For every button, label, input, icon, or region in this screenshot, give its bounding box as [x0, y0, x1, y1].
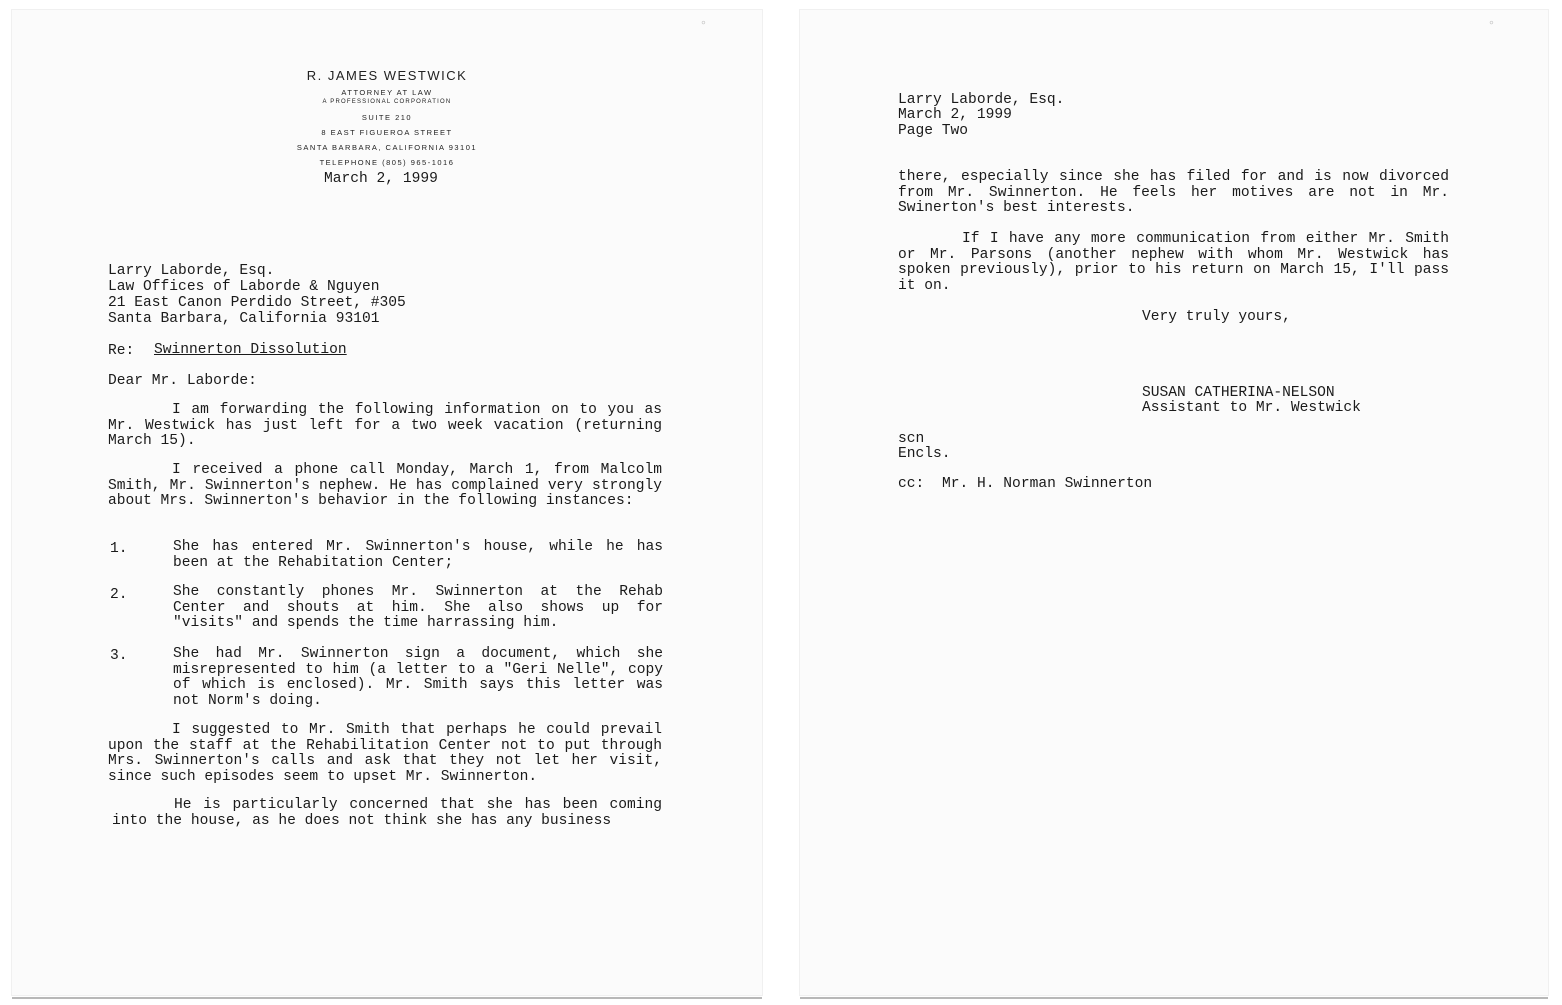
- paragraph: there, especially since she has filed for and is now divorced from Mr. Swinnerton. He feels her motives are not in Mr. Swinerton's best interests.: [898, 169, 1449, 217]
- address-line: Santa Barbara, California 93101: [108, 311, 380, 327]
- letterhead-street: 8 EAST FIGUEROA STREET: [321, 128, 453, 137]
- signer-title: Assistant to Mr. Westwick: [1142, 400, 1361, 416]
- letterhead-phone: TELEPHONE (805) 965-1016: [319, 158, 455, 167]
- header-line: Larry Laborde, Esq.: [898, 92, 1065, 108]
- list-item: She has entered Mr. Swinnerton's house, while he has been at the Rehabitation Center;: [173, 539, 663, 571]
- paragraph: I received a phone call Monday, March 1, from Malcolm Smith, Mr. Swinnerton's nephew. He has complained very strongly about Mrs. Swinnerton's behavior in the following instances:: [108, 462, 662, 510]
- address-line: Larry Laborde, Esq.: [108, 263, 275, 279]
- letter-page-one: [12, 10, 762, 995]
- header-line: March 2, 1999: [898, 107, 1012, 123]
- paragraph: I suggested to Mr. Smith that perhaps he could prevail upon the staff at the Rehabilitation Center not to put through Mrs. Swinnerton's calls and ask that they not let her visit, since such episodes seem to upset Mr. Swinnerton.: [108, 722, 662, 785]
- paper-speck: ∘: [1488, 16, 1495, 29]
- address-line: 21 East Canon Perdido Street, #305: [108, 295, 406, 311]
- signer-name: SUSAN CATHERINA-NELSON: [1142, 385, 1335, 401]
- typist-initials: scn: [898, 431, 925, 447]
- header-line: Page Two: [898, 123, 969, 139]
- re-subject: Swinnerton Dissolution: [154, 342, 347, 358]
- closing: Very truly yours,: [1142, 309, 1291, 325]
- re-label: Re:: [108, 343, 135, 359]
- paper-speck: ∘: [700, 16, 707, 29]
- list-number: 3.: [110, 648, 128, 664]
- address-line: Law Offices of Laborde & Nguyen: [108, 279, 380, 295]
- letterhead-city: SANTA BARBARA, CALIFORNIA 93101: [296, 143, 478, 152]
- letterhead-corporation: A PROFESSIONAL CORPORATION: [322, 99, 452, 105]
- salutation: Dear Mr. Laborde:: [108, 373, 257, 389]
- list-item: She had Mr. Swinnerton sign a document, which she misrepresented to him (a letter to a "Geri Nelle", copy of which is enclosed). Mr. Smith says this letter was not Norm's doing.: [173, 646, 663, 709]
- letterhead-name: R. JAMES WESTWICK: [306, 68, 468, 83]
- enclosures-note: Encls.: [898, 446, 951, 462]
- list-number: 2.: [110, 587, 128, 603]
- letter-page-two: [800, 10, 1548, 995]
- paragraph: I am forwarding the following information on to you as Mr. Westwick has just left for a two week vacation (returning March 15).: [108, 402, 662, 450]
- letter-date: March 2, 1999: [324, 171, 438, 187]
- list-item: She constantly phones Mr. Swinnerton at the Rehab Center and shouts at him. She also shows up for "visits" and spends the time harrassing him.: [173, 584, 663, 632]
- list-number: 1.: [110, 541, 128, 557]
- paragraph: If I have any more communication from either Mr. Smith or Mr. Parsons (another nephew with whom Mr. Westwick has spoken previously), prior to his return on March 15, I'll pass it on.: [898, 231, 1449, 294]
- paragraph: He is particularly concerned that she has been coming into the house, as he does not think she has any business: [112, 797, 662, 829]
- letterhead-title: ATTORNEY AT LAW: [341, 88, 433, 97]
- cc-recipient: Mr. H. Norman Swinnerton: [942, 476, 1153, 492]
- cc-label: cc:: [898, 476, 925, 492]
- letterhead-suite: SUITE 210: [361, 113, 413, 122]
